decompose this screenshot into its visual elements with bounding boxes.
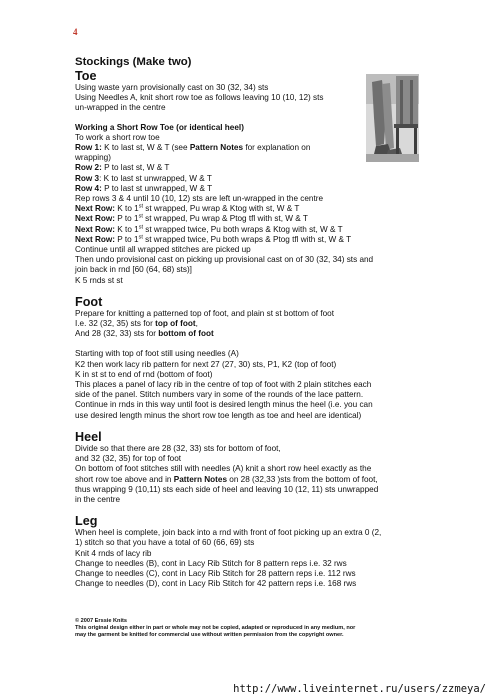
- row-label: Next Row:: [75, 234, 116, 244]
- row-text: P to last st unwrapped, W & T: [101, 183, 213, 193]
- leg-line: When heel is complete, join back into a rnd with front of foot picking up an extra 0 (2,: [75, 528, 382, 538]
- row-label: Next Row:: [75, 214, 116, 224]
- row-4-instruction: [75, 184, 420, 194]
- bottom-of-foot-label: bottom of foot: [158, 329, 214, 339]
- row-text: : K to last st unwrapped, W & T: [99, 173, 212, 183]
- leg-heading: Leg: [75, 514, 98, 529]
- row-3-instruction: [75, 174, 420, 184]
- row-label: Row 1:: [75, 143, 102, 153]
- spacer: [75, 339, 420, 349]
- heel-heading: Heel: [75, 429, 102, 444]
- ordinal-suffix: st: [138, 203, 143, 210]
- pattern-content: [75, 56, 420, 589]
- foot-line: K in st st to end of rnd (bottom of foot): [75, 369, 213, 379]
- heel-text: on 28 (32,33 )sts from the bottom of foot,: [227, 474, 378, 484]
- page-title: Stockings (Make two): [75, 56, 192, 68]
- leg-line: Change to needles (B), cont in Lacy Rib Stitch for 8 pattern reps i.e. 32 rws: [75, 558, 347, 568]
- heel-line: [75, 475, 420, 485]
- copyright-notice: This original design either in part or whole may not be copied, adapted or reproduced in any medium, nor: [75, 625, 356, 632]
- source-url[interactable]: http://www.liveinternet.ru/users/zzmeya/: [233, 683, 486, 695]
- row-text: P to last st, W & T: [101, 163, 170, 173]
- toe-tail-line: K 5 rnds st st: [75, 275, 123, 285]
- foot-line: This places a panel of lacy rib in the centre of top of foot with 2 plain stitches each: [75, 380, 372, 390]
- toe-tail-line: Then undo provisional cast on picking up provisional cast on of 30 (32, 34) sts and: [75, 255, 374, 265]
- row-label: Row 2:: [75, 163, 102, 173]
- foot-text: ,: [195, 319, 198, 329]
- next-row-instruction: [75, 225, 420, 235]
- row-1-wrap: wrapping): [75, 153, 111, 163]
- heel-line: Divide so that there are 28 (32, 33) sts for bottom of foot,: [75, 443, 281, 453]
- heel-line: thus wrapping 9 (10,11) sts each side of heel and leaving 10 (12, 11) sts unwrapped: [75, 484, 379, 494]
- row-text: st wrapped, Pu wrap & Ptog tfl with st, W & T: [142, 214, 308, 224]
- ordinal-suffix: st: [138, 223, 143, 230]
- toe-heading: Toe: [75, 69, 97, 83]
- toe-line: Using waste yarn provisionally cast on 30 (32, 34) sts: [75, 83, 269, 92]
- copyright-footer: [75, 618, 420, 640]
- row-label: Next Row:: [75, 204, 116, 214]
- heel-line: On bottom of foot stitches still with needles (A) knit a short row heel exactly as the: [75, 464, 372, 474]
- ordinal-suffix: st: [138, 213, 143, 220]
- toe-line: un-wrapped in the centre: [75, 103, 166, 113]
- row-1-instruction: [75, 143, 420, 153]
- row-label: Row 4:: [75, 183, 102, 193]
- foot-text: And 28 (32, 33) sts for: [75, 329, 159, 339]
- row-text: K to 1: [115, 204, 139, 214]
- row-label: Row 3: [75, 173, 100, 183]
- foot-line: Starting with top of foot still using needles (A): [75, 349, 239, 359]
- row-text: K to last st, W & T (see: [101, 143, 190, 153]
- pattern-notes-ref: Pattern Notes: [189, 143, 244, 153]
- heel-line: and 32 (32, 35) for top of foot: [75, 454, 182, 464]
- row-text: st wrapped, Pu wrap & Ktog with st, W & T: [142, 204, 300, 214]
- heel-text: short row toe above and in: [75, 474, 174, 484]
- copyright-line: © 2007 Erssie Knits: [75, 618, 128, 624]
- leg-line: 1) stitch so that you have a total of 60 (66, 69) sts: [75, 538, 255, 548]
- foot-heading: Foot: [75, 294, 103, 309]
- foot-text: I.e. 32 (32, 35) sts for: [75, 319, 156, 329]
- repeat-instruction: Rep rows 3 & 4 until 10 (10, 12) sts are left un-wrapped in the centre: [75, 194, 324, 204]
- next-row-instruction: [75, 204, 420, 214]
- foot-line: Continue in rnds in this way until foot is desired length minus the heel (i.e. you can: [75, 400, 373, 410]
- leg-line: Change to needles (D), cont in Lacy Rib Stitch for 42 pattern reps i.e. 168 rws: [75, 579, 357, 589]
- foot-line: [75, 329, 420, 339]
- row-text: P to 1: [115, 214, 139, 224]
- row-label: Next Row:: [75, 224, 116, 234]
- heel-line: in the centre: [75, 494, 121, 504]
- short-row-subheading: Working a Short Row Toe (or identical heel): [75, 122, 244, 132]
- row-text: for explanation on: [243, 143, 311, 153]
- row-text: K to 1: [115, 224, 139, 234]
- next-row-instruction: [75, 235, 420, 245]
- pattern-notes-ref: Pattern Notes: [173, 474, 228, 484]
- next-row-instruction: [75, 214, 420, 224]
- toe-line: Using Needles A, knit short row toe as follows leaving 10 (10, 12) sts: [75, 93, 324, 103]
- short-row-intro: To work a short row toe: [75, 132, 160, 142]
- foot-line: [75, 319, 420, 329]
- foot-line: Prepare for knitting a patterned top of foot, and plain st st bottom of foot: [75, 308, 334, 318]
- row-text: P to 1: [115, 234, 139, 244]
- leg-line: Knit 4 rnds of lacy rib: [75, 548, 152, 558]
- ordinal-suffix: st: [138, 234, 143, 241]
- foot-line: use desired length minus the short row toe length as toe and heel are identical): [75, 410, 362, 420]
- top-of-foot-label: top of foot: [155, 319, 196, 329]
- row-2-instruction: [75, 163, 420, 173]
- foot-line: side of the panel. Stitch numbers vary in some of the rounds of the lace pattern.: [75, 390, 364, 400]
- leg-line: Change to needles (C), cont in Lacy Rib Stitch for 28 pattern reps i.e. 112 rws: [75, 568, 356, 578]
- toe-tail-line: Continue until all wrapped stitches are picked up: [75, 245, 251, 255]
- row-text: st wrapped twice, Pu both wraps & Ktog with st, W & T: [142, 224, 343, 234]
- page-number: 4: [73, 27, 78, 37]
- copyright-notice: may the garment be knitted for commercial use without written permission from the copyright owner.: [75, 632, 344, 639]
- toe-tail-line: join back in rnd [60 (64, 68) sts)]: [75, 265, 192, 275]
- foot-line: K2 then work lacy rib pattern for next 27 (27, 30) sts, P1, K2 (top of foot): [75, 359, 337, 369]
- row-text: st wrapped twice, Pu both wraps & Ptog tfl with st, W & T: [142, 234, 352, 244]
